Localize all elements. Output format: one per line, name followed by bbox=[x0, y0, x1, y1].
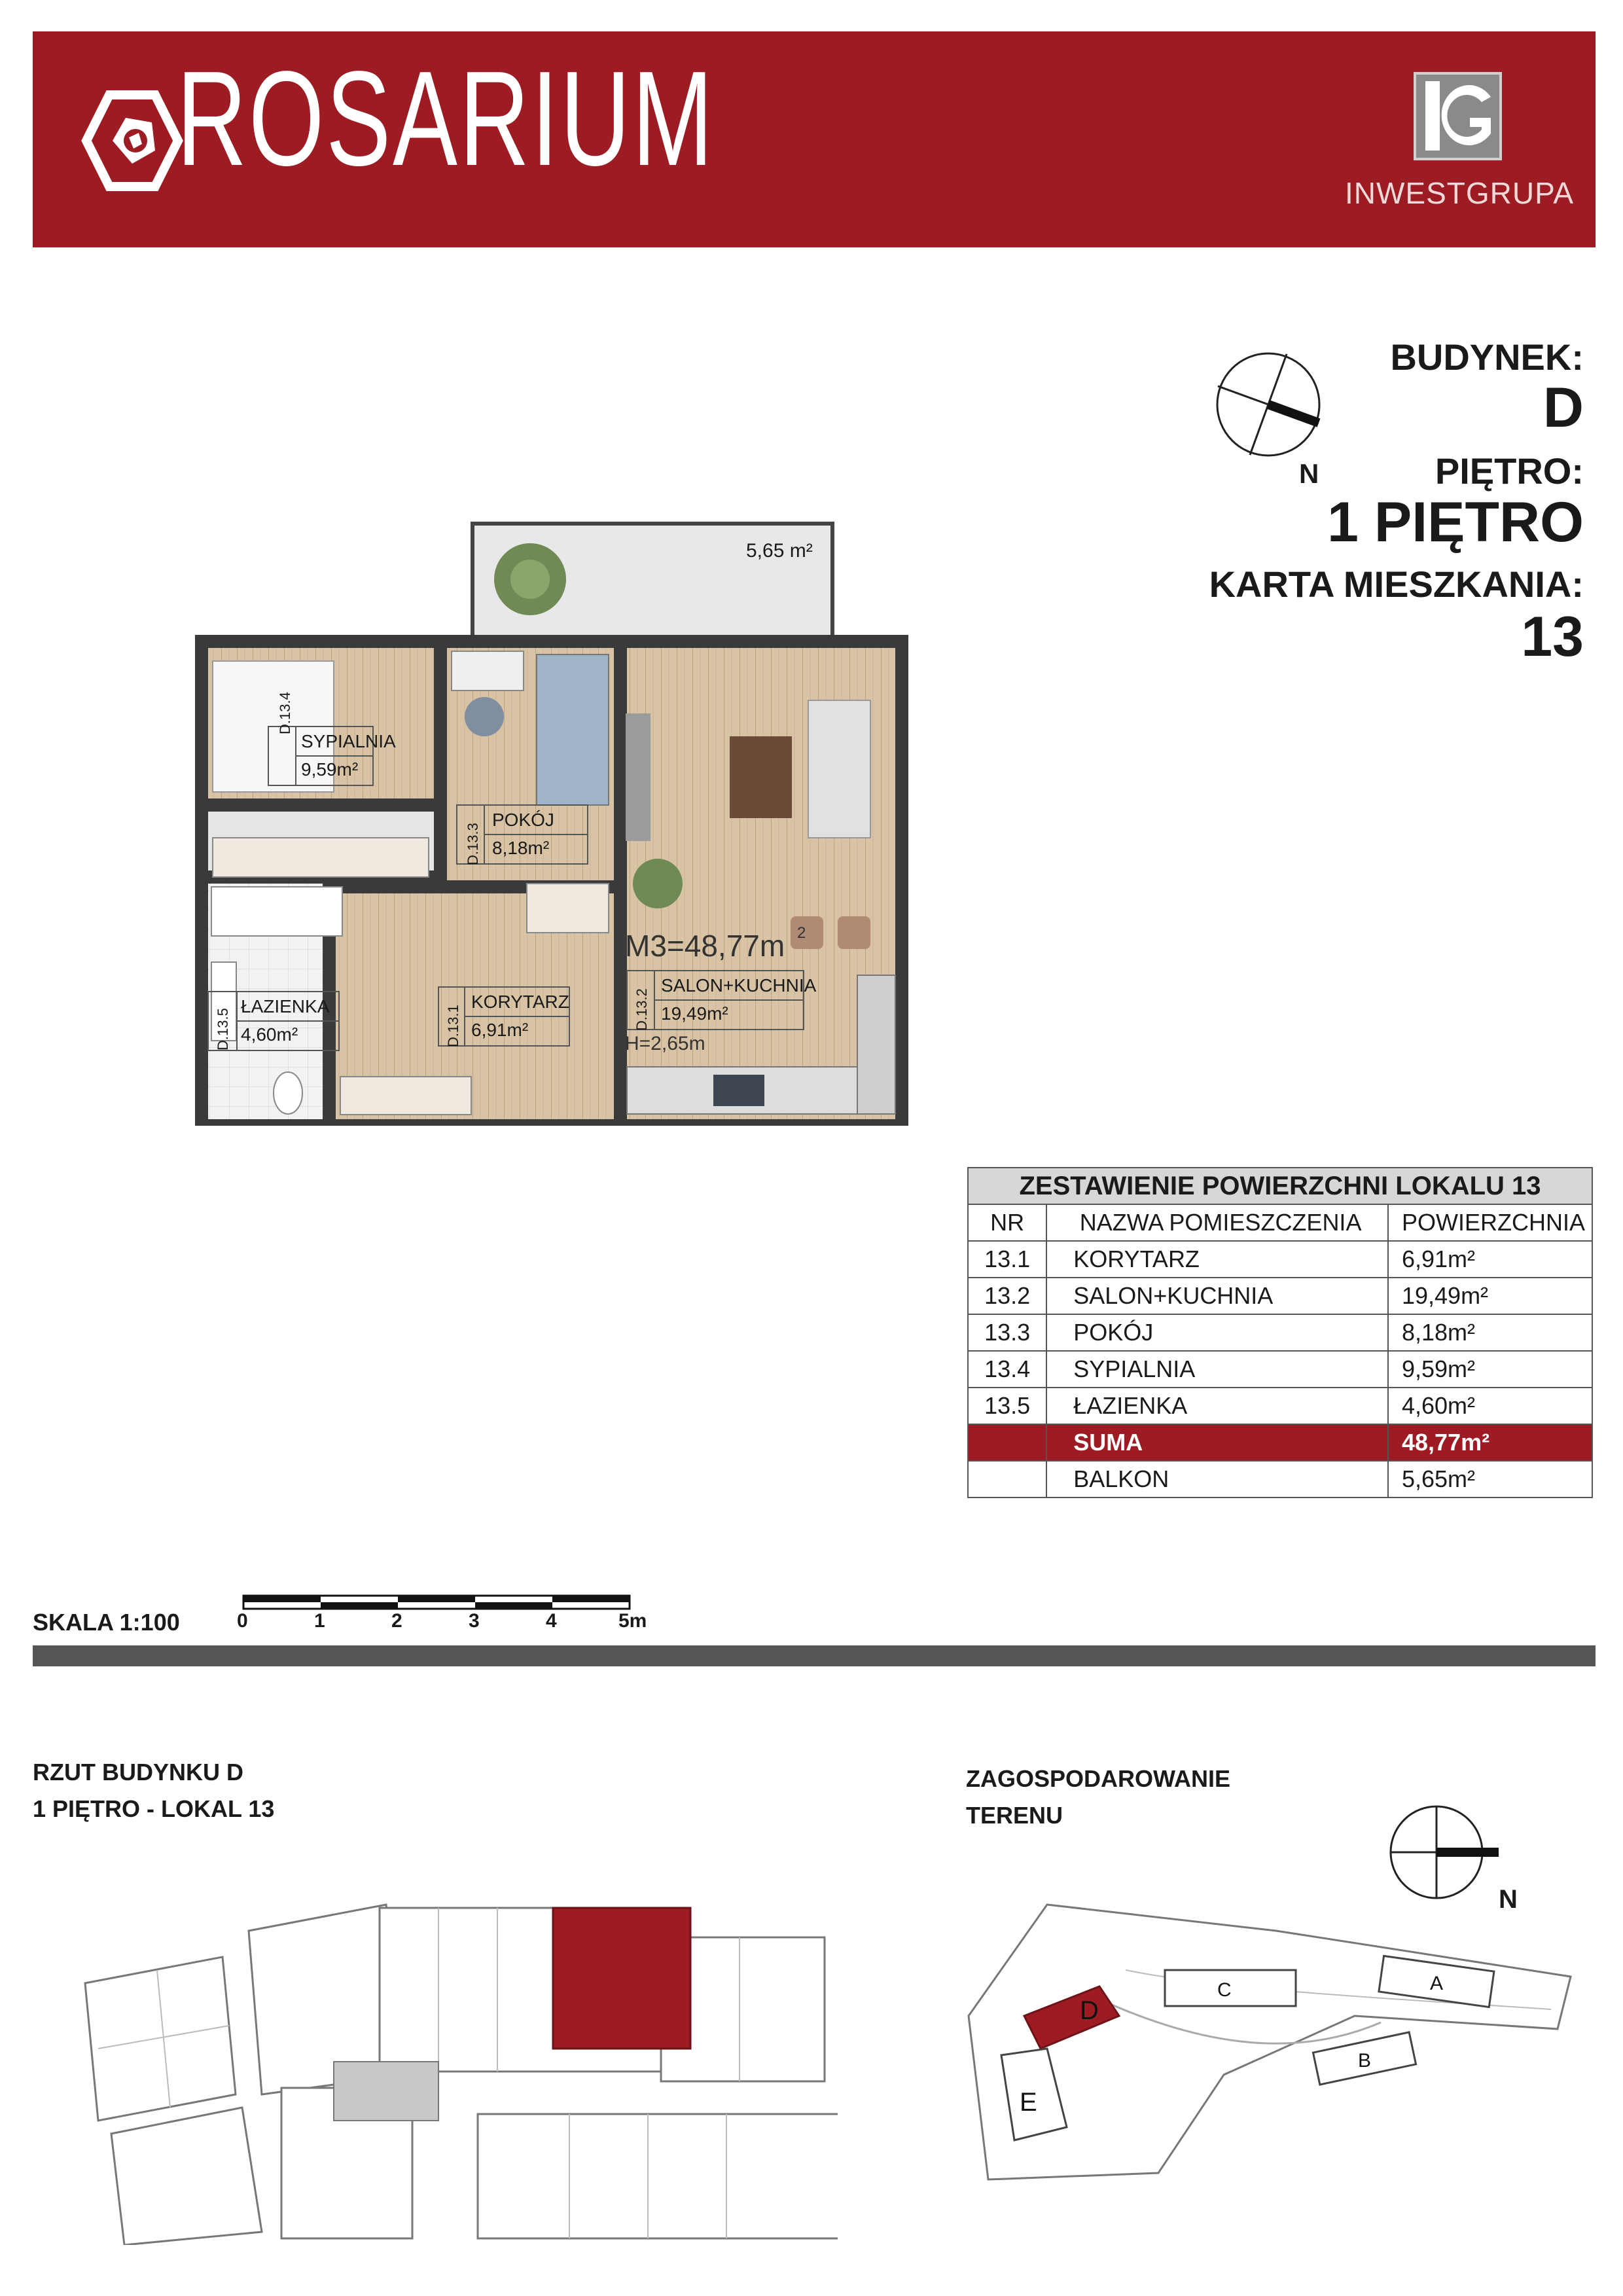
room-code-pokoj: D.13.3 bbox=[465, 823, 481, 865]
scale-tick-1: 1 bbox=[314, 1610, 325, 1632]
north-compass-icon bbox=[1203, 339, 1340, 476]
building-plan-title-line1: RZUT BUDYNKU D bbox=[33, 1759, 243, 1785]
table-row bbox=[968, 1278, 1592, 1314]
highlighted-unit-13 bbox=[553, 1908, 690, 2049]
scale-tick-2: 2 bbox=[391, 1610, 402, 1632]
room-code-salon: D.13.2 bbox=[633, 988, 650, 1031]
site-plan-map bbox=[962, 1892, 1584, 2186]
section-divider bbox=[33, 1645, 1596, 1666]
row-area: 19,49m² bbox=[1388, 1278, 1592, 1314]
balcony-plant-icon bbox=[494, 543, 566, 615]
building-a-label: A bbox=[1430, 1973, 1444, 1994]
row-name: ŁAZIENKA bbox=[1046, 1388, 1388, 1424]
floor-label: PIĘTRO: bbox=[1435, 450, 1584, 492]
row-name: SALON+KUCHNIA bbox=[1046, 1278, 1388, 1314]
sum-label: SUMA bbox=[1046, 1424, 1388, 1461]
toilet-icon bbox=[274, 1072, 302, 1114]
building-plan-title-line2: 1 PIĘTRO - LOKAL 13 bbox=[33, 1795, 275, 1822]
row-nr: 13.1 bbox=[968, 1241, 1046, 1278]
scale-label: SKALA 1:100 bbox=[33, 1609, 180, 1636]
site-plan-title bbox=[966, 1761, 1230, 1834]
building-label: BUDYNEK: bbox=[1390, 336, 1584, 378]
table-title-row bbox=[968, 1168, 1592, 1204]
room-name-lazienka: ŁAZIENKA bbox=[241, 996, 330, 1016]
room-code-lazienka: D.13.5 bbox=[215, 1008, 231, 1050]
developer-name: INWESTGRUPA bbox=[1344, 176, 1575, 210]
row-area: 8,18m² bbox=[1388, 1314, 1592, 1351]
row-nr: 13.2 bbox=[968, 1278, 1046, 1314]
developer-logo-icon bbox=[1414, 72, 1502, 160]
row-name: SYPIALNIA bbox=[1046, 1351, 1388, 1388]
row-area: 4,60m² bbox=[1388, 1388, 1592, 1424]
row-area: 9,59m² bbox=[1388, 1351, 1592, 1388]
scale-tick-5: 5m bbox=[618, 1610, 647, 1632]
apartment-total-sup: 2 bbox=[797, 924, 806, 942]
table-row bbox=[968, 1314, 1592, 1351]
scale-tick-0: 0 bbox=[237, 1610, 248, 1632]
site-plan-title-line2: TERENU bbox=[966, 1801, 1063, 1829]
single-bed-icon bbox=[537, 655, 609, 805]
balcony-area-label: 5,65 m² bbox=[746, 540, 813, 562]
row-nr: 13.4 bbox=[968, 1351, 1046, 1388]
balcony-nr bbox=[968, 1461, 1046, 1498]
balcony-value: 5,65m² bbox=[1388, 1461, 1592, 1498]
apartment-total-label: M3=48,77m bbox=[625, 929, 785, 963]
room-code-korytarz: D.13.1 bbox=[445, 1005, 461, 1047]
row-name: POKÓJ bbox=[1046, 1314, 1388, 1351]
room-name-korytarz: KORYTARZ bbox=[471, 992, 569, 1012]
room-name-salon: SALON+KUCHNIA bbox=[661, 975, 817, 996]
column-header-name: NAZWA POMIESZCZENIA bbox=[1046, 1204, 1388, 1241]
room-area-lazienka: 4,60m² bbox=[241, 1024, 298, 1045]
row-nr: 13.3 bbox=[968, 1314, 1046, 1351]
table-balcony-row bbox=[968, 1461, 1592, 1498]
balcony-label: BALKON bbox=[1046, 1461, 1388, 1498]
apartment-floor-plan bbox=[190, 517, 929, 1139]
room-area-sypialnia: 9,59m² bbox=[301, 759, 359, 780]
table-row bbox=[968, 1351, 1592, 1388]
building-floor-plan bbox=[72, 1878, 838, 2245]
card-label: KARTA MIESZKANIA: bbox=[1209, 564, 1584, 605]
scale-tick-4: 4 bbox=[546, 1610, 557, 1632]
brand-name: ROSARIUM bbox=[177, 43, 715, 194]
sum-value: 48,77m² bbox=[1388, 1424, 1592, 1461]
table-row bbox=[968, 1388, 1592, 1424]
building-d-label: D bbox=[1080, 1996, 1099, 2025]
row-nr: 13.5 bbox=[968, 1388, 1046, 1424]
floor-value: 1 PIĘTRO bbox=[1327, 491, 1584, 554]
building-value: D bbox=[1543, 376, 1584, 439]
table-header-row bbox=[968, 1204, 1592, 1241]
building-e-label: E bbox=[1020, 2088, 1037, 2117]
table-sum-row bbox=[968, 1424, 1592, 1461]
card-value: 13 bbox=[1521, 605, 1584, 668]
sum-nr bbox=[968, 1424, 1046, 1461]
table-row bbox=[968, 1241, 1592, 1278]
column-header-area: POWIERZCHNIA bbox=[1388, 1204, 1592, 1241]
site-north-label: N bbox=[1499, 1885, 1518, 1914]
scale-tick-3: 3 bbox=[469, 1610, 480, 1632]
bathtub-icon bbox=[211, 887, 342, 936]
north-label: N bbox=[1299, 458, 1319, 489]
building-b-label: B bbox=[1358, 2050, 1372, 2072]
row-name: KORYTARZ bbox=[1046, 1241, 1388, 1278]
coffee-table-icon bbox=[730, 736, 792, 818]
area-summary-table bbox=[967, 1167, 1593, 1498]
site-plan-title-line1: ZAGOSPODAROWANIE bbox=[966, 1765, 1231, 1792]
sofa-icon bbox=[808, 700, 870, 838]
room-name-sypialnia: SYPIALNIA bbox=[301, 731, 396, 751]
room-area-salon: 19,49m² bbox=[661, 1003, 728, 1024]
room-area-korytarz: 6,91m² bbox=[471, 1020, 529, 1040]
table-title: ZESTAWIENIE POWIERZCHNI LOKALU 13 bbox=[968, 1168, 1592, 1204]
building-c-label: C bbox=[1217, 1979, 1232, 2001]
scale-bar bbox=[242, 1594, 635, 1610]
rosarium-logo-icon bbox=[73, 88, 191, 193]
room-name-pokoj: POKÓJ bbox=[492, 810, 554, 830]
ceiling-height-label: H=2,65m bbox=[625, 1033, 705, 1054]
column-header-nr: NR bbox=[968, 1204, 1046, 1241]
room-area-pokoj: 8,18m² bbox=[492, 838, 550, 858]
building-plan-title bbox=[33, 1754, 274, 1827]
row-area: 6,91m² bbox=[1388, 1241, 1592, 1278]
room-code-sypialnia: D.13.4 bbox=[277, 692, 293, 734]
